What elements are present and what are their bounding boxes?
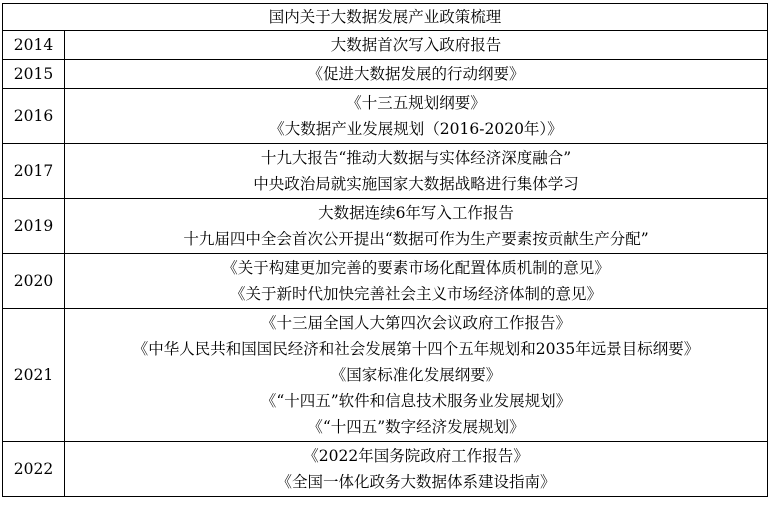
policy-table <box>2 3 768 497</box>
table-title: 国内关于大数据发展产业政策梳理 <box>3 4 768 31</box>
policy-item: 大数据连续6年写入工作报告 <box>318 204 514 222</box>
year-cell: 2021 <box>3 309 65 442</box>
year-cell: 2019 <box>3 199 65 254</box>
table-title-row <box>3 4 768 31</box>
table-row <box>3 144 768 199</box>
policy-cell <box>65 254 768 309</box>
policy-item: 十九届四中全会首次公开提出“数据可作为生产要素按贡献生产分配” <box>183 230 649 248</box>
policy-item: 《“十四五”软件和信息技术服务业发展规划》 <box>260 392 572 410</box>
policy-item: 《国家标准化发展纲要》 <box>330 366 502 384</box>
policy-cell <box>65 309 768 442</box>
policy-item: 大数据首次写入政府报告 <box>330 36 502 54</box>
policy-item: 《促进大数据发展的行动纲要》 <box>307 65 525 83</box>
policy-item: 《中华人民共和国国民经济和社会发展第十四个五年规划和2035年远景目标纲要》 <box>132 340 700 358</box>
year-cell: 2020 <box>3 254 65 309</box>
year-cell: 2022 <box>3 442 65 497</box>
policy-item: 《十三五规划纲要》 <box>346 94 486 112</box>
policy-item: 《十三届全国人大第四次会议政府工作报告》 <box>260 314 571 332</box>
table-row <box>3 89 768 144</box>
policy-cell <box>65 199 768 254</box>
policy-item: 《关于新时代加快完善社会主义市场经济体制的意见》 <box>229 285 602 303</box>
year-cell: 2017 <box>3 144 65 199</box>
year-cell: 2015 <box>3 60 65 89</box>
policy-item: 《全国一体化政务大数据体系建设指南》 <box>276 473 556 491</box>
table-row <box>3 254 768 309</box>
table-row <box>3 31 768 60</box>
table-row <box>3 199 768 254</box>
policy-item: 《关于构建更加完善的要素市场化配置体质机制的意见》 <box>222 259 610 277</box>
policy-item: 十九大报告“推动大数据与实体经济深度融合” <box>260 149 572 167</box>
policy-item: 《2022年国务院政府工作报告》 <box>303 447 529 465</box>
year-cell: 2014 <box>3 31 65 60</box>
table-row <box>3 60 768 89</box>
policy-cell <box>65 31 768 60</box>
table-row <box>3 442 768 497</box>
policy-item: 中央政治局就实施国家大数据战略进行集体学习 <box>253 175 579 193</box>
policy-cell <box>65 442 768 497</box>
policy-item: 《“十四五”数字经济发展规划》 <box>307 418 525 436</box>
policy-cell <box>65 60 768 89</box>
table-row <box>3 309 768 442</box>
year-cell: 2016 <box>3 89 65 144</box>
policy-cell <box>65 89 768 144</box>
policy-item: 《大数据产业发展规划（2016-2020年）》 <box>269 120 563 138</box>
policy-cell <box>65 144 768 199</box>
